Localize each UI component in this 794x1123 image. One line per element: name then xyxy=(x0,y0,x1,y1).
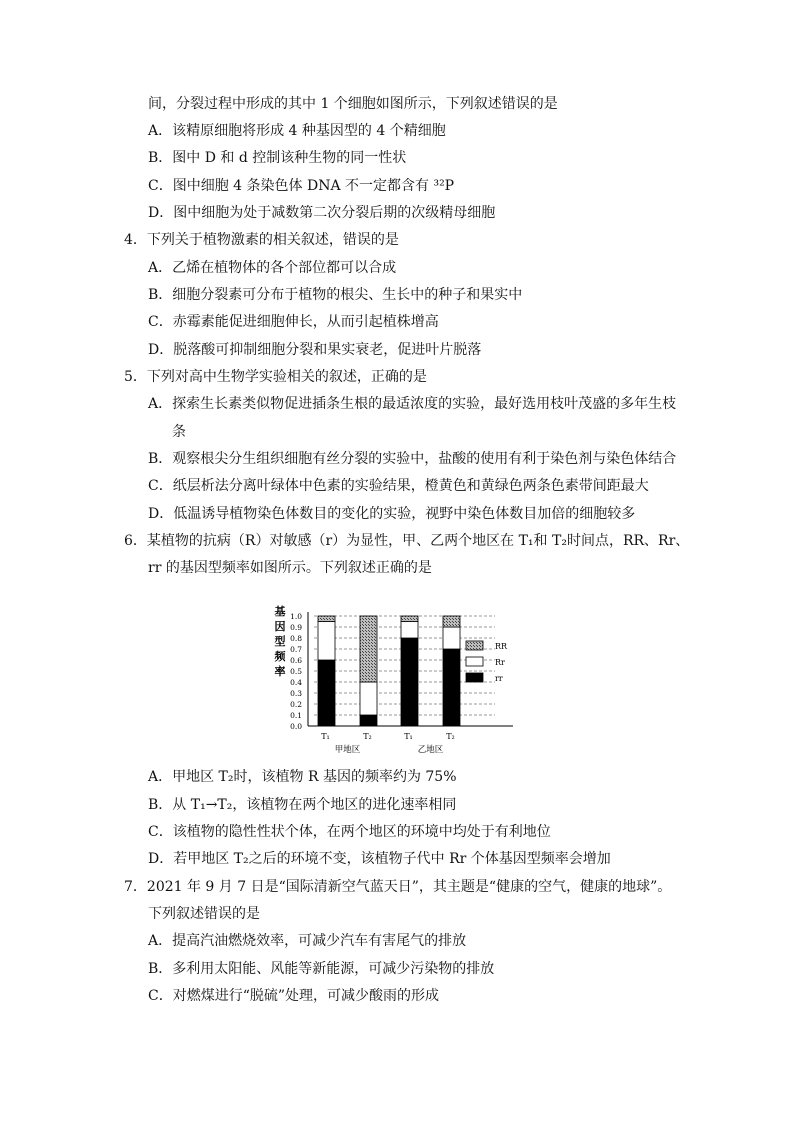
q4-option-b: B．细胞分裂素可分布于植物的根尖、生长中的种子和果实中 xyxy=(148,287,523,303)
bar-Rr xyxy=(318,622,335,661)
q4-option-d: D．脱落酸可抑制细胞分裂和果实衰老，促进叶片脱落 xyxy=(148,342,482,358)
q5-option-b: B．观察根尖分生组织细胞有丝分裂的实验中，盐酸的使用有利于染色剂与染色体结合 xyxy=(148,451,677,467)
x-labels xyxy=(321,732,455,755)
q7-option-c: C．对燃煤进行“脱硫”处理，可减少酸雨的形成 xyxy=(148,988,440,1004)
y-tick-label: 0.7 xyxy=(290,645,302,654)
q6-stem-line2: rr 的基因型频率如图所示。下列叙述正确的是 xyxy=(148,560,432,576)
y-axis-label-char: 基 xyxy=(274,605,286,618)
bar-Rr xyxy=(360,682,377,715)
y-axis-label xyxy=(275,604,287,678)
bar-RR xyxy=(401,616,418,622)
q5-option-a-cont: 条 xyxy=(172,424,186,440)
q7-option-a: A．提高汽油燃烧效率，可减少汽车有害尾气的排放 xyxy=(148,933,467,949)
y-tick-label: 0.9 xyxy=(290,623,302,632)
q5-option-c: C．纸层析法分离叶绿体中色素的实验结果，橙黄色和黄绿色两条色素带间距最大 xyxy=(148,478,649,494)
q4-option-a: A．乙烯在植物体的各个部位都可以合成 xyxy=(148,260,397,276)
legend-swatch-RR xyxy=(466,641,483,650)
legend-label: RR xyxy=(495,642,508,651)
q4-option-c: C．赤霉素能促进细胞伸长，从而引起植株增高 xyxy=(148,314,439,330)
y-tick-label: 0.3 xyxy=(290,689,302,698)
bar-RR xyxy=(443,616,460,627)
bar-rr xyxy=(443,649,460,726)
bar-rr xyxy=(318,660,335,726)
q6-option-b: B．从 T₁→T₂，该植物在两个地区的进化速率相同 xyxy=(148,797,457,813)
q5-option-d: D．低温诱导植物染色体数目的变化的实验，视野中染色体数目加倍的细胞较多 xyxy=(148,506,636,522)
q3-option-d: D．图中细胞为处于减数第二次分裂后期的次级精母细胞 xyxy=(148,205,496,221)
q5-option-a: A．探索生长素类似物促进插条生根的最适浓度的实验，最好选用枝叶茂盛的多年生枝 xyxy=(148,396,677,412)
q7-stem-line1: 7．2021 年 9 月 7 日是“国际清新空气蓝天日”，其主题是“健康的空气，健康的地球”。 xyxy=(124,879,672,895)
y-tick-label: 0.4 xyxy=(290,678,302,687)
q6-stem-line1: 6．某植物的抗病（R）对敏感（r）为显性，甲、乙两个地区在 T₁和 T₂时间点，RR、Rr、 xyxy=(124,533,690,549)
y-tick-label: 1.0 xyxy=(290,612,302,621)
legend xyxy=(466,641,508,683)
q3-option-a: A．该精原细胞将形成 4 种基因型的 4 个精细胞 xyxy=(148,123,446,139)
x-tick-label: T₂ xyxy=(446,732,455,741)
x-tick-label: T₂ xyxy=(363,732,372,741)
q6-option-d: D．若甲地区 T₂之后的环境不变，该植物子代中 Rr 个体基因型频率会增加 xyxy=(148,851,611,867)
bar-RR xyxy=(318,616,335,622)
y-tick-label: 0.1 xyxy=(290,711,302,720)
group-label: 乙地区 xyxy=(417,745,444,755)
q7-stem-line2: 下列叙述错误的是 xyxy=(148,906,260,922)
q4-stem: 4．下列关于植物激素的相关叙述，错误的是 xyxy=(124,232,399,248)
q3-option-b: B．图中 D 和 d 控制该种生物的同一性状 xyxy=(148,150,407,166)
legend-label: Rr xyxy=(495,658,505,667)
y-ticks xyxy=(290,612,302,731)
legend-swatch-rr xyxy=(466,673,483,682)
y-axis-label-char: 型 xyxy=(274,635,286,648)
y-tick-label: 0.8 xyxy=(290,634,302,643)
y-axis-label-char: 频 xyxy=(274,650,286,663)
genotype-frequency-chart xyxy=(270,601,530,761)
group-label: 甲地区 xyxy=(334,745,361,755)
y-tick-label: 0.5 xyxy=(290,667,302,676)
y-axis-label-char: 因 xyxy=(274,620,286,633)
y-axis-label-char: 率 xyxy=(274,665,286,678)
q6-option-c: C．该植物的隐性性状个体，在两个地区的环境中均处于有利地位 xyxy=(148,824,551,840)
bar-RR xyxy=(360,616,377,682)
q5-stem: 5．下列对高中生物学实验相关的叙述，正确的是 xyxy=(124,369,427,385)
q3-option-c: C．图中细胞 4 条染色体 DNA 不一定都含有 ³²P xyxy=(148,178,455,194)
bar-Rr xyxy=(401,622,418,639)
y-tick-label: 0.2 xyxy=(290,700,302,709)
y-tick-label: 0.6 xyxy=(290,656,302,665)
legend-swatch-Rr xyxy=(466,657,483,666)
q6-option-a: A．甲地区 T₂时，该植物 R 基因的频率约为 75% xyxy=(148,769,457,785)
q3-stem: 间，分裂过程中形成的其中 1 个细胞如图所示，下列叙述错误的是 xyxy=(148,96,558,112)
bar-rr xyxy=(360,715,377,726)
x-tick-label: T₁ xyxy=(321,732,330,741)
bar-Rr xyxy=(443,627,460,649)
q7-option-b: B．多利用太阳能、风能等新能源，可减少污染物的排放 xyxy=(148,961,495,977)
y-tick-label: 0.0 xyxy=(290,722,302,731)
x-tick-label: T₁ xyxy=(404,732,413,741)
bar-rr xyxy=(401,638,418,726)
legend-label: rr xyxy=(495,674,503,683)
